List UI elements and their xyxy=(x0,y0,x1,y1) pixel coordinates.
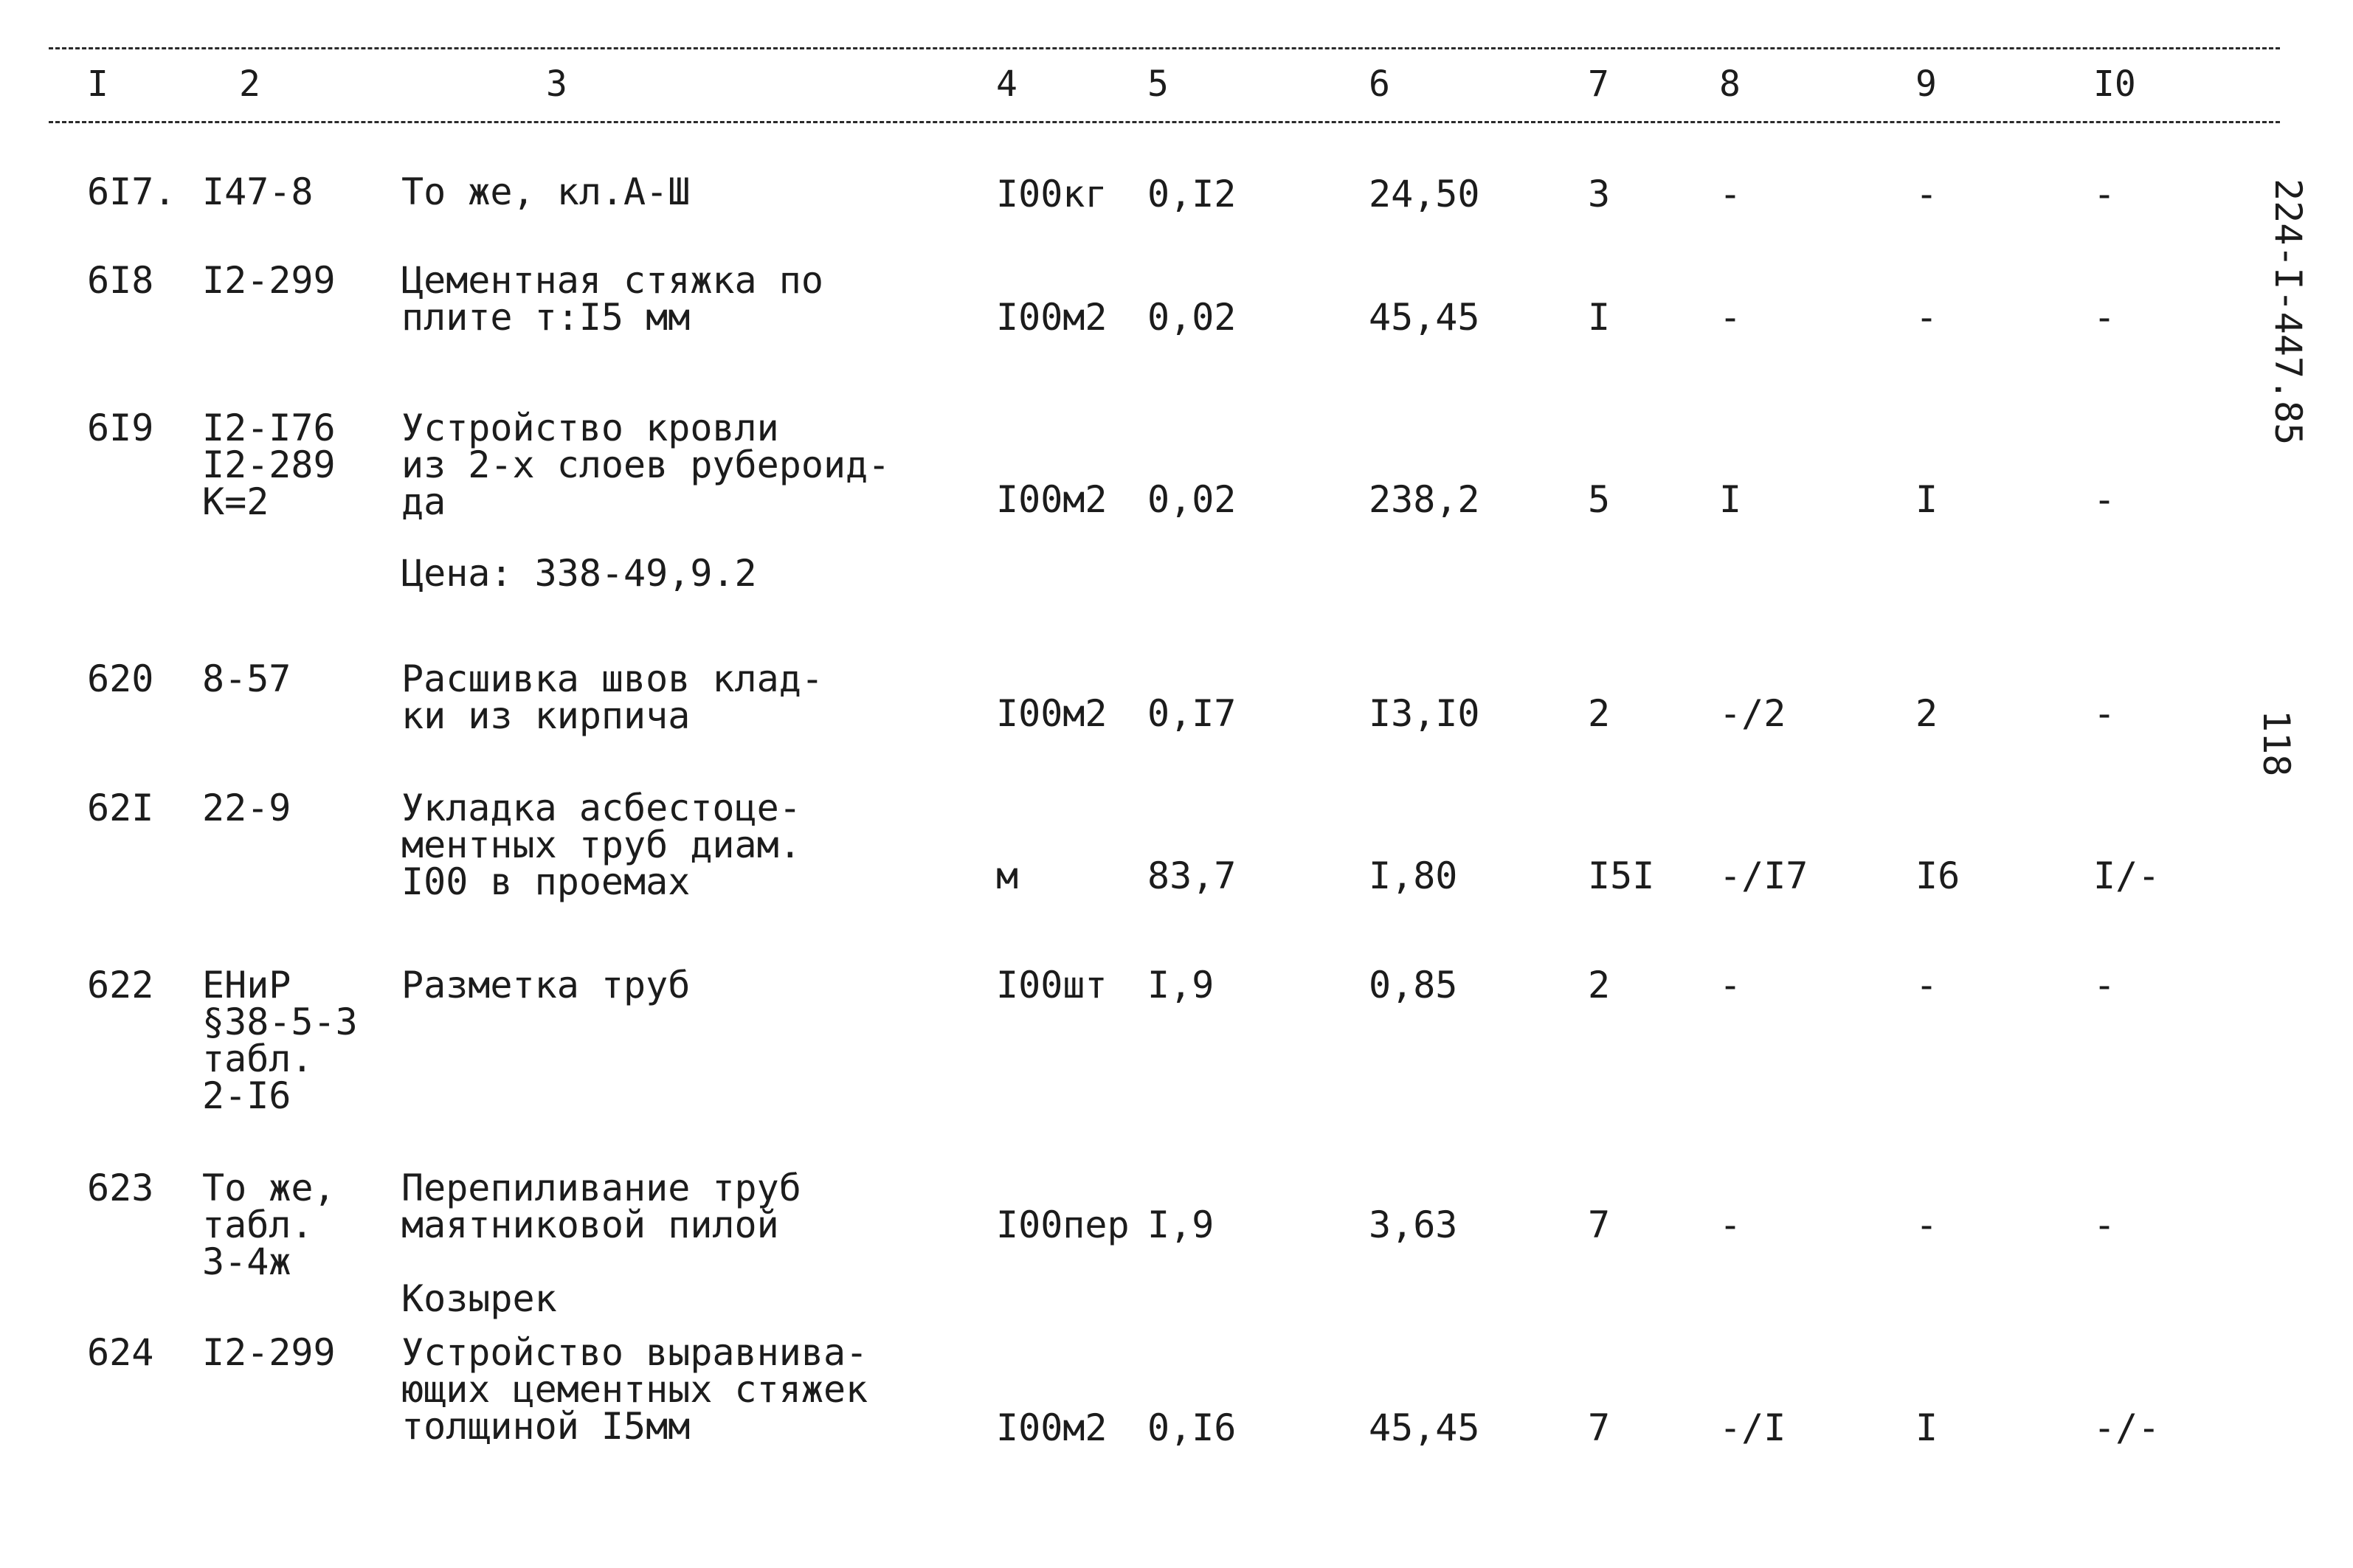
cell-unit: I00м2 xyxy=(996,1406,1108,1449)
cell-c7: 7 xyxy=(1588,1406,1611,1449)
cell-qty: I,9 xyxy=(1147,964,1214,1006)
cell-price: I,80 xyxy=(1369,854,1458,897)
work-description: Укладка асбестоце- ментных труб диам. I00 в проемах xyxy=(401,787,801,903)
cell-c9: - xyxy=(1915,1203,1938,1246)
cell-unit: I00кг xyxy=(996,173,1108,215)
cell-c10: -/- xyxy=(2093,1406,2160,1449)
row-number: 623 xyxy=(87,1167,154,1209)
section-note: Цена: 338-49,9.2 xyxy=(401,552,757,595)
cell-c8: - xyxy=(1719,173,1742,215)
work-description: То же, кл.А-Ш xyxy=(401,170,691,213)
cell-c9: I xyxy=(1915,1406,1938,1449)
cell-unit: I00м2 xyxy=(996,296,1108,339)
cell-c7: 2 xyxy=(1588,692,1611,735)
cell-c7: 7 xyxy=(1588,1203,1611,1246)
column-header-7: 7 xyxy=(1588,63,1609,105)
column-header-1: I xyxy=(87,63,108,105)
work-description: Цементная стяжка по плите т:I5 мм xyxy=(401,259,823,339)
cell-c9: I xyxy=(1915,478,1938,521)
cell-price: 45,45 xyxy=(1369,296,1480,339)
cell-price: 0,85 xyxy=(1369,964,1458,1006)
cell-price: 45,45 xyxy=(1369,1406,1480,1449)
section-note: Козырек xyxy=(401,1277,557,1320)
cell-qty: 0,I2 xyxy=(1147,173,1237,215)
column-header-4: 4 xyxy=(996,63,1017,105)
work-description: Устройство выравнива- ющих цементных стяжек толщиной I5мм xyxy=(401,1331,868,1448)
cell-c10: - xyxy=(2093,296,2116,339)
header-top-rule xyxy=(49,47,2280,49)
side-document-code: 224-I-447.85 xyxy=(2267,179,2309,446)
cell-c7: 2 xyxy=(1588,964,1611,1006)
cell-unit: м xyxy=(996,854,1019,897)
rate-code: То же, табл. 3-4ж xyxy=(202,1167,336,1283)
row-number: 6I7. xyxy=(87,170,176,213)
cell-c8: - xyxy=(1719,296,1742,339)
column-header-8: 8 xyxy=(1719,63,1741,105)
row-number: 62I xyxy=(87,787,154,829)
cell-c9: I6 xyxy=(1915,854,1960,897)
cell-c8: - xyxy=(1719,1203,1742,1246)
cell-qty: 0,02 xyxy=(1147,296,1237,339)
cell-unit: I00пер xyxy=(996,1203,1130,1246)
cell-c8: -/I7 xyxy=(1719,854,1808,897)
column-header-10: I0 xyxy=(2093,63,2136,105)
row-number: 6I8 xyxy=(87,259,154,302)
column-header-5: 5 xyxy=(1147,63,1169,105)
cell-c9: - xyxy=(1915,173,1938,215)
cell-price: 3,63 xyxy=(1369,1203,1458,1246)
cell-c9: 2 xyxy=(1915,692,1938,735)
cell-c10: - xyxy=(2093,173,2116,215)
cell-c10: - xyxy=(2093,1203,2116,1246)
cell-c7: I xyxy=(1588,296,1611,339)
cell-unit: I00м2 xyxy=(996,478,1108,521)
cell-unit: I00м2 xyxy=(996,692,1108,735)
row-number: 6I9 xyxy=(87,407,154,449)
rate-code: 22-9 xyxy=(202,787,291,829)
cell-c7: 3 xyxy=(1588,173,1611,215)
rate-code: 8-57 xyxy=(202,657,291,700)
cell-c10: - xyxy=(2093,478,2116,521)
page-number-mark: 118 xyxy=(2255,710,2298,777)
cell-qty: 0,I6 xyxy=(1147,1406,1237,1449)
work-description: Устройство кровли из 2-х слоев рубероид- да xyxy=(401,407,891,523)
cell-c7: 5 xyxy=(1588,478,1611,521)
cell-c10: - xyxy=(2093,964,2116,1006)
cell-c9: - xyxy=(1915,964,1938,1006)
cell-c8: - xyxy=(1719,964,1742,1006)
cell-qty: 83,7 xyxy=(1147,854,1237,897)
rate-code: I2-299 xyxy=(202,259,336,302)
cell-price: 238,2 xyxy=(1369,478,1480,521)
work-description: Разметка труб xyxy=(401,964,691,1006)
column-header-9: 9 xyxy=(1915,63,1937,105)
rate-code: I47-8 xyxy=(202,170,314,213)
cell-c8: -/I xyxy=(1719,1406,1786,1449)
cell-c9: - xyxy=(1915,296,1938,339)
cell-c8: -/2 xyxy=(1719,692,1786,735)
cell-price: I3,I0 xyxy=(1369,692,1480,735)
cell-qty: 0,02 xyxy=(1147,478,1237,521)
row-number: 620 xyxy=(87,657,154,700)
row-number: 622 xyxy=(87,964,154,1006)
rate-code: ЕНиР §38-5-3 табл. 2-I6 xyxy=(202,964,358,1117)
work-description: Расшивка швов клад- ки из кирпича xyxy=(401,657,823,737)
column-header-3: 3 xyxy=(546,63,567,105)
rate-code: I2-299 xyxy=(202,1331,336,1374)
column-header-2: 2 xyxy=(239,63,260,105)
column-header-6: 6 xyxy=(1369,63,1390,105)
cell-c7: I5I xyxy=(1588,854,1655,897)
header-bottom-rule xyxy=(49,121,2280,123)
cell-qty: 0,I7 xyxy=(1147,692,1237,735)
cell-c10: I/- xyxy=(2093,854,2160,897)
cell-unit: I00шт xyxy=(996,964,1108,1006)
cell-c8: I xyxy=(1719,478,1742,521)
cell-qty: I,9 xyxy=(1147,1203,1214,1246)
row-number: 624 xyxy=(87,1331,154,1374)
cell-c10: - xyxy=(2093,692,2116,735)
cell-price: 24,50 xyxy=(1369,173,1480,215)
rate-code: I2-I76 I2-289 К=2 xyxy=(202,407,336,523)
work-description: Перепиливание труб маятниковой пилой xyxy=(401,1167,801,1246)
